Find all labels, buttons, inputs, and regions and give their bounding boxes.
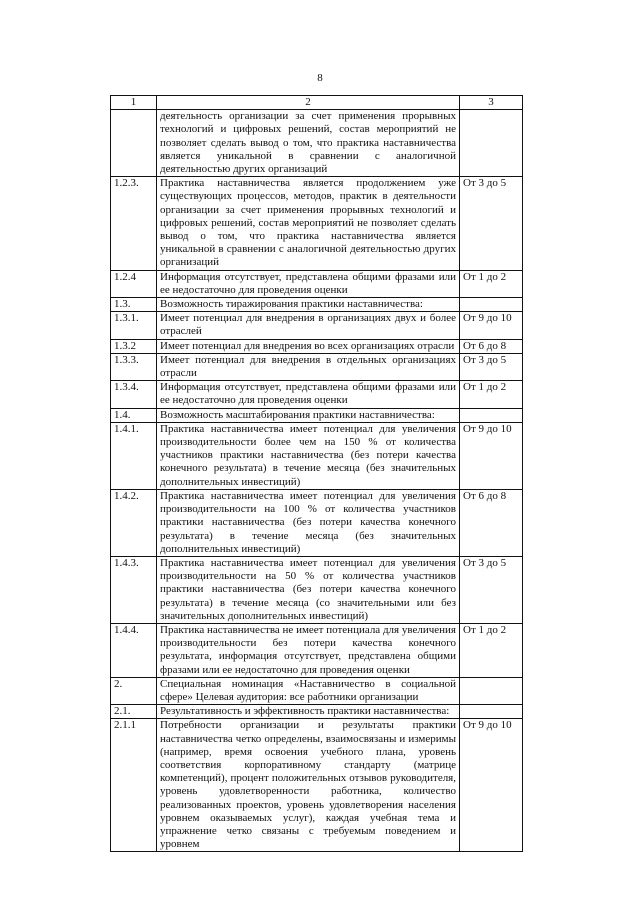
row-number: 1.3.4.	[111, 381, 157, 408]
row-description: Практика наставничества является продолжением уже существующих процессов, методов, практик в деятельности организации за счет применения прорывных технологий и цифровых решений, состав мероприятий не позволяет сделать вывод о том, что практика наставничества является уникальной в сравнении с аналогичной деятельностью других организаций	[157, 177, 460, 270]
row-number: 1.4.	[111, 408, 157, 422]
row-number: 1.4.1.	[111, 422, 157, 489]
row-description: Потребности организации и результаты практики наставничества четко определены, взаимосвязаны и измеримы (например, время освоения учебного плана, уровень соответствия корпоративному стандарту (матрице компетенций), процент положительных отзывов руководителя, уровень удовлетворенности работника, количество реализованных проектов, уровень удовлетворения населения уровнем оказываемых услуг), каждая учебная тема и упражнение четко связаны с требуемым поведением и уровнем	[157, 719, 460, 852]
row-description: Практика наставничества имеет потенциал для увеличения производительности на 100 % от количества участников практики наставничества (без потери качества конечного результата) в течение месяца (без значительных дополнительных инвестиций)	[157, 489, 460, 556]
table-row	[111, 381, 523, 408]
row-score	[460, 677, 523, 704]
row-description: Возможность тиражирования практики наставничества:	[157, 298, 460, 312]
table-row	[111, 110, 523, 177]
row-score: От 3 до 5	[460, 177, 523, 270]
row-score: От 1 до 2	[460, 623, 523, 677]
row-score: От 6 до 8	[460, 339, 523, 353]
row-description: Результативность и эффективность практики наставничества:	[157, 705, 460, 719]
table-row	[111, 677, 523, 704]
row-description: Практика наставничества имеет потенциал для увеличения производительности на 50 % от количества участников практики наставничества (без потери качества конечного результата) в течение месяца (со значительными или без значительных дополнительных инвестиций)	[157, 556, 460, 623]
table-row	[111, 422, 523, 489]
column-header: 1	[111, 96, 157, 110]
table-row	[111, 270, 523, 297]
row-number	[111, 110, 157, 177]
row-number: 2.	[111, 677, 157, 704]
table-row	[111, 177, 523, 270]
table-row	[111, 623, 523, 677]
row-number: 1.4.4.	[111, 623, 157, 677]
column-header: 2	[157, 96, 460, 110]
table-row	[111, 556, 523, 623]
row-score	[460, 298, 523, 312]
row-description: Информация отсутствует, представлена общими фразами или ее недостаточно для проведения оценки	[157, 270, 460, 297]
row-number: 1.2.4	[111, 270, 157, 297]
row-number: 1.3.1.	[111, 312, 157, 339]
row-description: Имеет потенциал для внедрения во всех организациях отрасли	[157, 339, 460, 353]
row-number: 1.3.2	[111, 339, 157, 353]
table-row	[111, 312, 523, 339]
row-number: 1.3.	[111, 298, 157, 312]
row-description: Практика наставничества не имеет потенциала для увеличения производительности без потери качества конечного результата, информация отсутствует, представлена общими фразами или ее недостаточно для проведения оценки	[157, 623, 460, 677]
column-header: 3	[460, 96, 523, 110]
table-row	[111, 719, 523, 852]
row-description: деятельность организации за счет применения прорывных технологий и цифровых решений, состав мероприятий не позволяет сделать вывод о том, что практика наставничества является уникальной в сравнении с аналогичной деятельностью других организаций	[157, 110, 460, 177]
table-row	[111, 408, 523, 422]
table-row	[111, 298, 523, 312]
row-score: От 6 до 8	[460, 489, 523, 556]
table-row	[111, 339, 523, 353]
row-description: Имеет потенциал для внедрения в отдельных организациях отрасли	[157, 353, 460, 380]
table-row	[111, 353, 523, 380]
row-description: Информация отсутствует, представлена общими фразами или ее недостаточно для проведения оценки	[157, 381, 460, 408]
row-number: 1.3.3.	[111, 353, 157, 380]
row-score	[460, 110, 523, 177]
table-row	[111, 705, 523, 719]
row-number: 1.2.3.	[111, 177, 157, 270]
row-score	[460, 408, 523, 422]
criteria-table	[110, 95, 523, 852]
row-score: От 9 до 10	[460, 422, 523, 489]
row-score: От 9 до 10	[460, 312, 523, 339]
row-number: 2.1.	[111, 705, 157, 719]
row-score: От 1 до 2	[460, 381, 523, 408]
row-description: Возможность масштабирования практики наставничества:	[157, 408, 460, 422]
row-score: От 3 до 5	[460, 556, 523, 623]
row-number: 1.4.2.	[111, 489, 157, 556]
row-score: От 3 до 5	[460, 353, 523, 380]
row-description: Имеет потенциал для внедрения в организациях двух и более отраслей	[157, 312, 460, 339]
row-description: Специальная номинация «Наставничество в социальной сфере» Целевая аудитория: все работники организации	[157, 677, 460, 704]
row-number: 1.4.3.	[111, 556, 157, 623]
row-description: Практика наставничества имеет потенциал для увеличения производительности более чем на 150 % от количества участников практики наставничества (без потери качества конечного результата) в течение месяца (без значительных дополнительных инвестиций)	[157, 422, 460, 489]
row-score: От 1 до 2	[460, 270, 523, 297]
row-score	[460, 705, 523, 719]
row-score: От 9 до 10	[460, 719, 523, 852]
table-header-row	[111, 96, 523, 110]
row-number: 2.1.1	[111, 719, 157, 852]
page-number: 8	[317, 72, 323, 84]
table-row	[111, 489, 523, 556]
